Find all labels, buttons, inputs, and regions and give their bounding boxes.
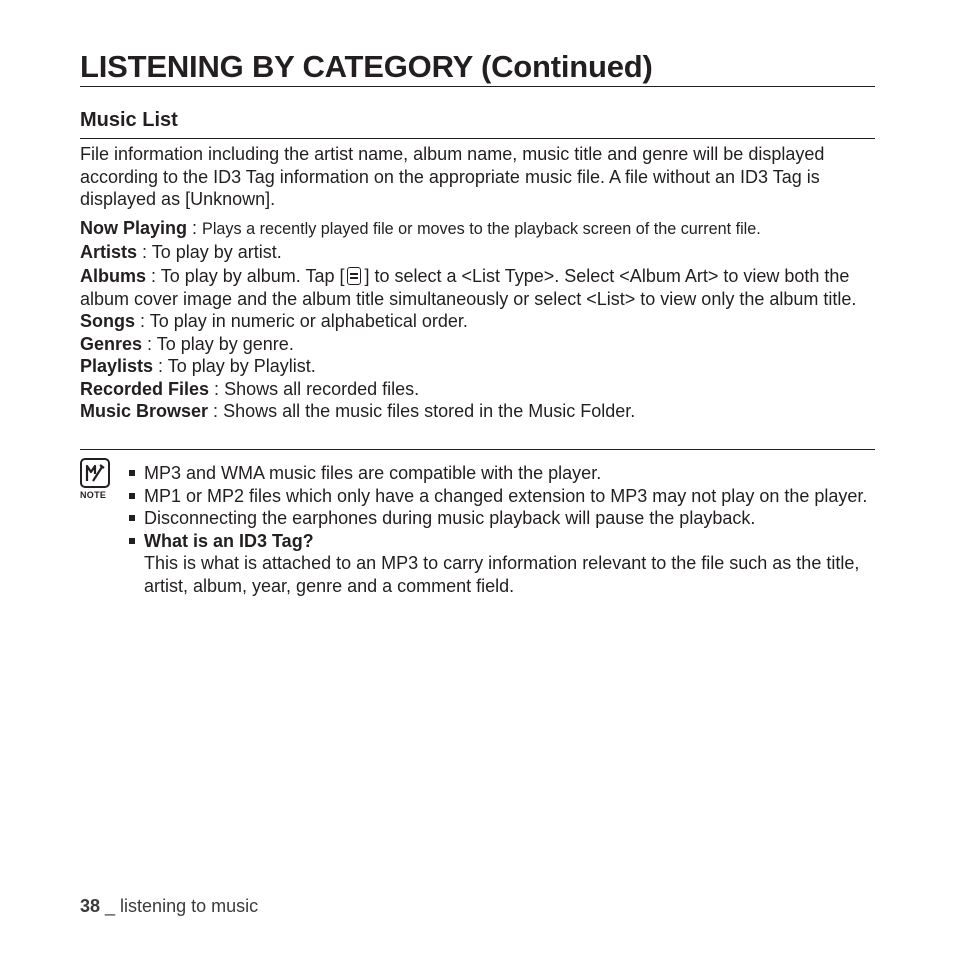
definition-term: Recorded Files — [80, 378, 210, 399]
note-item: Disconnecting the earphones during music playback will pause the playback. — [128, 507, 875, 530]
page-footer — [80, 895, 258, 917]
definition-desc: To play by Playlist. — [167, 356, 316, 376]
definition-desc: Plays a recently played file or moves to the playback screen of the current file. — [202, 220, 761, 238]
page-title: LISTENING BY CATEGORY (Continued) — [80, 49, 653, 84]
definition-desc-cont: ] to select a <List Type>. Select <Album Art> to view both the album cover image and the album title simultaneously or select <List> to view only the album title. — [80, 266, 857, 309]
footer-section: _ listening to music — [100, 896, 259, 916]
title-divider — [80, 86, 875, 87]
definition-music-browser: Music Browser : Shows all the music files stored in the Music Folder. — [80, 401, 636, 421]
faq-question: What is an ID3 Tag? — [144, 530, 314, 551]
definition-now-playing: Now Playing : Plays a recently played file or moves to the playback screen of the current file. — [80, 218, 761, 238]
note-divider — [80, 449, 875, 450]
definition-genres: Genres : To play by genre. — [80, 333, 294, 354]
note-list — [128, 462, 875, 597]
definition-desc: To play in numeric or alphabetical order. — [149, 311, 468, 331]
definition-desc: To play by genre. — [156, 333, 294, 354]
definition-albums: Albums : To play by album. Tap [ ] to select a <List Type>. Select <Album Art> to view both the album cover image and the album title simultaneously or select <List> to view only the album title. — [80, 266, 857, 309]
page-number: 38 — [80, 896, 101, 916]
definition-term: Artists — [80, 241, 138, 262]
definition-term: Albums — [80, 266, 147, 286]
definition-term: Songs — [80, 311, 136, 331]
note-faq — [128, 530, 875, 598]
section-heading: Music List — [80, 109, 178, 131]
pencil-note-icon — [80, 458, 110, 488]
section-divider — [80, 138, 875, 139]
definition-term: Music Browser — [80, 401, 209, 421]
note-badge — [80, 458, 114, 501]
menu-icon — [347, 267, 361, 285]
definition-artists: Artists : To play by artist. — [80, 241, 282, 262]
definition-term: Now Playing — [80, 218, 188, 238]
definition-term: Playlists — [80, 356, 154, 376]
note-item: MP3 and WMA music files are compatible with the player. — [128, 462, 875, 485]
note-item: MP1 or MP2 files which only have a changed extension to MP3 may not play on the player. — [128, 485, 875, 508]
definition-list — [80, 217, 875, 423]
intro-paragraph: File information including the artist name, album name, music title and genre will be displayed according to the ID3 Tag information on the appropriate music file. A file without an ID3 Tag is displayed as [Unknown]. — [80, 144, 825, 209]
definition-desc: Shows all recorded files. — [224, 378, 420, 399]
definition-songs: Songs : To play in numeric or alphabetical order. — [80, 311, 468, 331]
definition-desc: Shows all the music files stored in the Music Folder. — [223, 401, 636, 421]
faq-answer: This is what is attached to an MP3 to carry information relevant to the file such as the title, artist, album, year, genre and a comment field. — [144, 553, 860, 596]
definition-recorded-files: Recorded Files : Shows all recorded files. — [80, 378, 420, 399]
note-label: NOTE — [80, 490, 107, 500]
definition-term: Genres — [80, 333, 143, 354]
definition-desc: To play by album. Tap [ — [160, 266, 345, 286]
definition-desc: To play by artist. — [151, 241, 282, 262]
definition-playlists: Playlists : To play by Playlist. — [80, 356, 316, 376]
